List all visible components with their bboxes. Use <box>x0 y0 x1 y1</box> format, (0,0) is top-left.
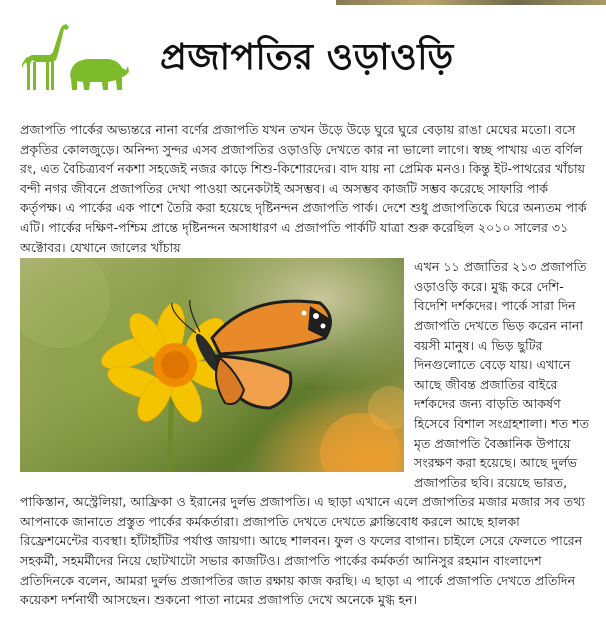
article-paragraph-intro: প্রজাপতি পার্কের অভ্যন্তরে নানা বর্ণের প্রজাপতি যখন তখন উড়ে উড়ে ঘুরে ঘুরে বেড়ায় রাঙা মেঘের মতো। বসে প্রকৃতির কোলজুড়ে। অনিন্দ্য সুন্দর এসব প্রজাপতির ওড়াওড়ি দেখতে কার না ভালো লাগে। স্বচ্ছ পাখায় এত বর্ণিল রং, এত বৈচিত্র্যবর্ণ নকশা সহজেই নজর কাড়ে শিশু-কিশোরদের। বাদ যায় না প্রেমিক মনও। কিন্তু ইট-পাথরের খাঁচায় বন্দী নগর জীবনে প্রজাপতির দেখা পাওয়া অনেকটাই অসম্ভব। এ অসম্ভব কাজটি সম্ভব করেছে সাফারি পার্ক কর্তৃপক্ষ। এ পার্কের এক পাশে তৈরি করা হয়েছে দৃষ্টিনন্দন প্রজাপতি পার্ক। দেশে শুধু প্রজাপতিকে ঘিরে অন্যতম পার্ক এটি। পার্কের দক্ষিণ-পশ্চিম প্রান্তে দৃষ্টিনন্দন অসাধারণ এ প্রজাপতি পার্কটি যাত্রা শুরু করেছিল ২০১০ সালের ৩১ অক্টোবর। যেখানে জালের খাঁচায় <box>20 122 587 255</box>
logo <box>22 24 130 94</box>
article-body <box>20 120 592 610</box>
wildlife-giraffe-rhino-icon <box>22 24 130 94</box>
article-title: প্রজাপতির ওড়াওড়ি <box>160 37 454 78</box>
article-paragraph-main: এখন ১১ প্রজাতির ২১৩ প্রজাপতি ওড়াওড়ি করে। মুগ্ধ করে দেশি-বিদেশি দর্শকদের। পার্কে সারা দিন প্রজাপতি দেখতে ভিড় করেন নানা বয়সী মানুষ। এ ভিড় ছুটির দিনগুলোতে বেড়ে যায়। এখানে আছে জীবন্ত প্রজাতির বাইরে দর্শকদের জন্য বাড়তি আকর্ষণ হিসেবে বিশাল সংগ্রহশালা। শত শত মৃত প্রজাপতি বৈজ্ঞানিক উপায়ে সংরক্ষণ করা হয়েছে। আছে দুর্লভ প্রজাপতির ছবি। রয়েছে ভারত, পাকিস্তান, অস্ট্রেলিয়া, আফ্রিকা ও ইরানের দুর্লভ প্রজাপতি। এ ছাড়া এখানে এলে প্রজাপতির মজার মজার সব তথ্য আপনাকে জানাতে প্রস্তুত পার্কের কর্মকর্তারা। প্রজাপতি দেখতে দেখতে ক্লান্তিবোধ করলে আছে হালকা রিফ্রেশমেন্টের ব্যবস্থা। হাঁটাহাঁটির পর্যাপ্ত জায়গা। আছে শালবন। ফুল ও ফলের বাগান। চাইলে সেরে ফেলতে পারেন সহকর্মী, সহমর্মীদের নিয়ে ছোটখাটো সভার কাজটিও। প্রজাপতি পার্কের কর্মকর্তা আনিসুর রহমান বাংলাদেশ প্রতিদিনকে বলেন, আমরা দুর্লভ প্রজাপতির জাত রক্ষায় কাজ করছি। এ ছাড়া এ পার্কে প্রজাপতি দেখতে প্রতিদিন কয়েকশ দর্শনার্থী আসছেন। শুকনো পাতা নামের প্রজাপতি দেখে অনেকে মুগ্ধ হন। <box>20 259 590 608</box>
top-image-strip <box>336 0 606 5</box>
butterfly-photo <box>20 258 404 472</box>
